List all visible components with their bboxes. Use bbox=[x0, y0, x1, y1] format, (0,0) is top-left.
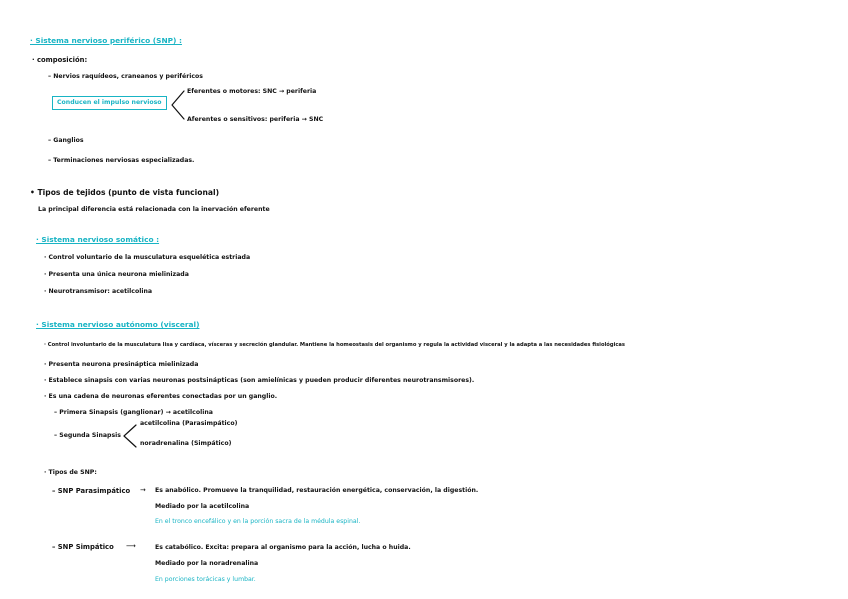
parasimpatico-mediado: Mediado por la acetilcolina bbox=[155, 503, 250, 510]
primera-sinapsis: – Primera Sinapsis (ganglionar) → acetilcolina bbox=[54, 409, 213, 416]
tipos-tejidos-subtitle: La principal diferencia está relacionada con la inervación eferente bbox=[38, 206, 270, 213]
terminaciones-item: – Terminaciones nerviosas especializadas. bbox=[48, 157, 195, 164]
simpatico-label: – SNP Simpático bbox=[52, 543, 114, 551]
segunda-opcion-parasimpatico: acetilcolina (Parasimpático) bbox=[140, 420, 238, 427]
brace-segunda-sinapsis bbox=[122, 424, 138, 448]
simpatico-ubicacion: En porciones torácicas y lumbar. bbox=[155, 576, 256, 583]
autonomo-item: · Es una cadena de neuronas eferentes conectadas por un ganglio. bbox=[44, 393, 278, 400]
parasimpatico-arrow: → bbox=[140, 486, 146, 494]
eferentes-item: Eferentes o motores: SNC → periferia bbox=[187, 88, 317, 95]
parasimpatico-desc: Es anabólico. Promueve la tranquilidad, restauración energética, conservación, la digestión. bbox=[155, 487, 479, 494]
somatico-title: · Sistema nervioso somático : bbox=[36, 235, 160, 244]
segunda-sinapsis: – Segunda Sinapsis bbox=[54, 432, 121, 439]
simpatico-mediado: Mediado por la noradrenalina bbox=[155, 560, 259, 567]
somatico-item: · Presenta una única neurona mielinizada bbox=[44, 271, 189, 278]
autonomo-item: · Control involuntario de la musculatura lisa y cardíaca, vísceras y secreción glandular. Mantiene la homeostasis del organismo y regula la actividad visceral y la adapta a las necesidades fisiológicas bbox=[44, 342, 626, 348]
simpatico-desc: Es catabólico. Excita: prepara al organismo para la acción, lucha o huida. bbox=[155, 544, 411, 551]
tipos-snp-label: · Tipos de SNP: bbox=[44, 469, 97, 476]
parasimpatico-ubicacion: En el tronco encefálico y en la porción sacra de la médula espinal. bbox=[155, 518, 361, 525]
autonomo-item: · Establece sinapsis con varias neuronas postsinápticas (son amielínicas y pueden producir diferentes neurotransmisores). bbox=[44, 377, 475, 384]
somatico-item: · Control voluntario de la musculatura esquelética estriada bbox=[44, 254, 251, 261]
brace-eferentes-aferentes bbox=[170, 90, 186, 120]
tipos-tejidos-title: • Tipos de tejidos (punto de vista funcional) bbox=[30, 188, 220, 197]
snp-title: · Sistema nervioso periférico (SNP) : bbox=[30, 36, 182, 45]
conducen-box: Conducen el impulso nervioso bbox=[52, 96, 167, 110]
simpatico-arrow: ⟶ bbox=[126, 542, 136, 550]
ganglios-item: – Ganglios bbox=[48, 137, 84, 144]
somatico-item: · Neurotransmisor: acetilcolina bbox=[44, 288, 153, 295]
autonomo-title: · Sistema nervioso autónomo (visceral) bbox=[36, 320, 200, 329]
composicion-label: · composición: bbox=[32, 56, 88, 64]
nervios-item: – Nervios raquídeos, craneanos y periféricos bbox=[48, 73, 203, 80]
parasimpatico-label: – SNP Parasimpático bbox=[52, 487, 131, 495]
aferentes-item: Aferentes o sensitivos: periferia → SNC bbox=[187, 116, 324, 123]
segunda-opcion-simpatico: noradrenalina (Simpático) bbox=[140, 440, 232, 447]
autonomo-item: · Presenta neurona presináptica mielinizada bbox=[44, 361, 199, 368]
